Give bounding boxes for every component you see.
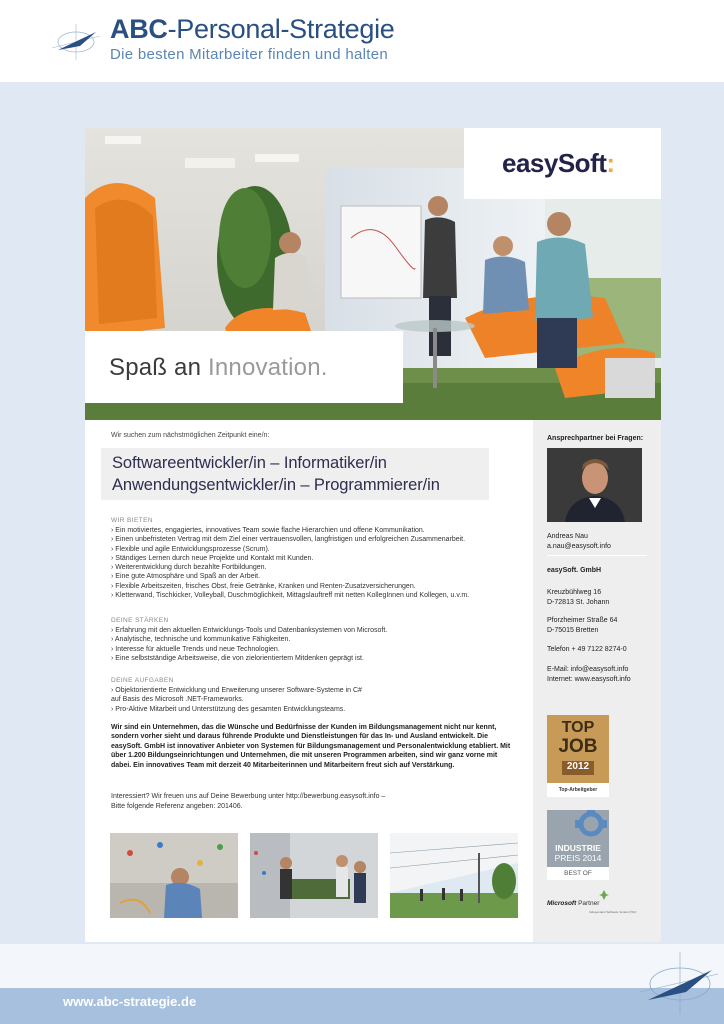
website-link[interactable]: Internet: www.easysoft.info bbox=[547, 676, 631, 683]
divider bbox=[547, 555, 647, 556]
company-name: easySoft. GmbH bbox=[547, 567, 602, 574]
address2-street: Pforzheimer Straße 64 bbox=[547, 617, 618, 624]
list-item: › Flexible und agile Entwicklungsprozesse (Scrum). bbox=[111, 545, 521, 554]
list-item: › Einen unbefristeten Vertrag mit dem Ziel einer vertrauensvollen, langfristigen und erfolgreichen Zusammenarbeit. bbox=[111, 535, 521, 544]
list-item: › Objektorientierte Entwicklung und Erweiterung unserer Software-Systeme in C# bbox=[111, 686, 521, 695]
list-item: › Analytische, technische und kommunikative Fähigkeiten. bbox=[111, 635, 521, 644]
climbing-wall-photo bbox=[110, 833, 238, 918]
slogan-box bbox=[85, 331, 403, 403]
address2-city: D-75015 Bretten bbox=[547, 627, 599, 634]
volleyball-photo bbox=[390, 833, 518, 918]
partner-leaf-icon bbox=[599, 890, 609, 900]
company-description: Wir sind ein Unternehmen, das die Wünsche und Bedürfnisse der Kunden im Bildungsmanagement nicht nur kennt, sondern vorher sieht und daraus führende Produkte und Dienstleistungen für das In- und Ausland entwickelt. Die easySoft. GmbH ist innovativer Anbieter von Systemen für Bildungsmanagement und Personalentwicklung etabliert. Mit über 1.200 Bildungseinrichtungen und Unternehmen, die mit unseren Programmen arbeiten, sind wir ganz vorne mit dabei. Ein innovatives Team mit derzeit 40 Mitarbeiterinnen und Mitarbeitern freut sich auf Verstärkung. bbox=[111, 724, 511, 769]
address1-city: D-72813 St. Johann bbox=[547, 599, 610, 606]
brand-title: ABC-Personal-Strategie bbox=[110, 14, 395, 44]
site-header bbox=[0, 0, 724, 82]
list-item: › Eine selbstständige Arbeitsweise, die von zielorientiertem Mitdenken geprägt ist. bbox=[111, 654, 521, 663]
brand-tagline: Die besten Mitarbeiter finden und halten bbox=[110, 46, 389, 63]
list-item: auf Basis des Microsoft .NET-Frameworks. bbox=[111, 696, 244, 704]
job-title-1: Softwareentwickler/in – Informatiker/in bbox=[112, 454, 387, 472]
strengths-list bbox=[111, 626, 521, 663]
section-heading-tasks: DEINE AUFGABEN bbox=[111, 677, 174, 684]
phone: Telefon + 49 7122 8274-0 bbox=[547, 646, 627, 653]
top-job-badge: TOP JOB 2012 Top-Arbeitgeber bbox=[547, 715, 609, 797]
company-logo: easySoft: bbox=[502, 148, 615, 178]
hero-photo bbox=[85, 128, 661, 420]
job-ad bbox=[85, 128, 661, 942]
list-item: › Weiterentwicklung durch bezahlte Fortbildungen. bbox=[111, 563, 521, 572]
job-title-2: Anwendungsentwickler/in – Programmierer/in bbox=[112, 476, 440, 494]
microsoft-partner-logo: Microsoft Partner bbox=[547, 900, 600, 907]
offer-list bbox=[111, 526, 521, 600]
section-heading-strengths: DEINE STÄRKEN bbox=[111, 617, 169, 624]
contact-email-link[interactable]: a.nau@easysoft.info bbox=[547, 543, 611, 550]
contact-portrait bbox=[547, 448, 642, 522]
company-logo-box bbox=[464, 128, 661, 199]
section-heading-offer: WIR BIETEN bbox=[111, 517, 153, 524]
intro-text: Wir suchen zum nächstmöglichen Zeitpunkt eine/n: bbox=[111, 432, 270, 439]
job-title-box bbox=[101, 448, 489, 500]
apply-line-1: Interessiert? Wir freuen uns auf Deine Bewerbung unter http://bewerbung.easysoft.info – bbox=[111, 793, 386, 800]
list-item: › Pro-Aktive Mitarbeit und Unterstützung des gesamten Entwicklungsteams. bbox=[111, 705, 521, 714]
partner-subtitle: Independent Software Vendor (ISV) bbox=[589, 910, 637, 914]
contact-name: Andreas Nau bbox=[547, 533, 588, 540]
list-item: › Ein motiviertes, engagiertes, innovatives Team sowie flache Hierarchien und offene Kommunikation. bbox=[111, 526, 521, 535]
main-column bbox=[85, 420, 533, 942]
list-item: › Erfahrung mit den aktuellen Entwicklungs-Tools und Datenbanksystemen von Microsoft. bbox=[111, 626, 521, 635]
tasks-list bbox=[111, 686, 521, 714]
industrie-preis-badge: INDUSTRIE PREIS 2014 BEST OF bbox=[547, 810, 609, 880]
compass-logo-icon bbox=[50, 22, 102, 62]
list-item: › Kletterwand, Tischkicker, Volleyball, Duschmöglichkeit, Mittagslauftreff mit netten KollegInnen und Kollegen, u.v.m. bbox=[111, 591, 521, 600]
list-item: › Eine gute Atmosphäre und Spaß an der Arbeit. bbox=[111, 572, 521, 581]
site-footer bbox=[0, 988, 724, 1024]
contact-sidebar bbox=[533, 420, 661, 942]
address1-street: Kreuzbühlweg 16 bbox=[547, 589, 602, 596]
gear-icon bbox=[547, 810, 609, 844]
list-item: › Ständiges Lernen durch neue Projekte und Kontakt mit Kunden. bbox=[111, 554, 521, 563]
apply-line-2: Bitte folgende Referenz angeben: 201406. bbox=[111, 803, 243, 810]
footer-url-link[interactable]: www.abc-strategie.de bbox=[63, 994, 197, 1009]
compass-footer-icon bbox=[636, 950, 720, 1016]
list-item: › Interesse für aktuelle Trends und neue Technologien. bbox=[111, 645, 521, 654]
contact-heading: Ansprechpartner bei Fragen: bbox=[547, 435, 644, 442]
email-link[interactable]: E-Mail: info@easysoft.info bbox=[547, 666, 629, 673]
slogan: Spaß an Innovation. bbox=[109, 354, 328, 381]
background-band-light bbox=[0, 944, 724, 988]
list-item: › Flexible Arbeitszeiten, frisches Obst, freie Getränke, Kranken und Renten-Zusatzversicherungen. bbox=[111, 582, 521, 591]
foosball-photo bbox=[250, 833, 378, 918]
